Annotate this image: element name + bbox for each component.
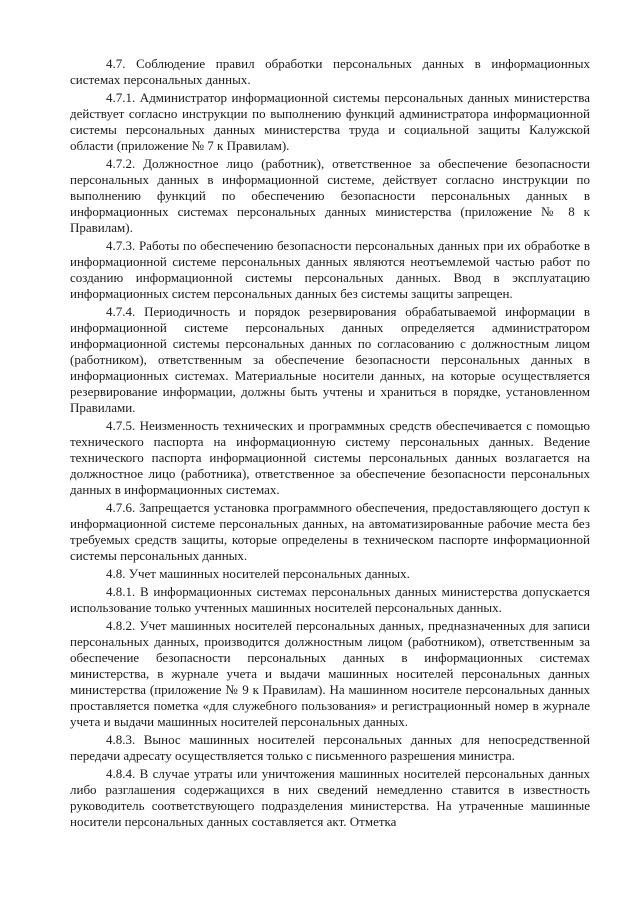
paragraph-4-7-6: 4.7.6. Запрещается установка программного обеспечения, предоставляющего доступ к информационной системе персональных данных, на автоматизированные рабочие места без требуемых средств защиты, которые определены в техническом паспорте информационной системы персональных данных. xyxy=(70,500,590,563)
paragraph-4-7-1: 4.7.1. Администратор информационной системы персональных данных министерства действует согласно инструкции по выполнению функций администратора информационной системы персональных данных министерства труда и социальной защиты Калужской области (приложение № 7 к Правилам). xyxy=(70,90,590,153)
paragraph-4-8-3: 4.8.3. Вынос машинных носителей персональных данных для непосредственной передачи адресату осуществляется только с письменного разрешения министра. xyxy=(70,732,590,763)
paragraph-4-7: 4.7. Соблюдение правил обработки персональных данных в информационных системах персональных данных. xyxy=(70,56,590,87)
paragraph-4-8: 4.8. Учет машинных носителей персональных данных. xyxy=(106,566,410,581)
document-page xyxy=(70,56,590,832)
paragraph-4-8-4: 4.8.4. В случае утраты или уничтожения машинных носителей персональных данных либо разглашения содержащихся в них сведений немедленно ставится в известность руководитель соответствующего подразделения министерства. На утраченные машинные носители персональных данных составляется акт. Отметка xyxy=(70,766,590,829)
paragraph-4-7-2: 4.7.2. Должностное лицо (работник), ответственное за обеспечение безопасности персональных данных в информационной системе, действует согласно инструкции по выполнению функций по обеспечению безопасности персональных данных в информационных системах персональных данных министерства (приложение № 8 к Правилам). xyxy=(70,156,590,235)
paragraph-4-7-4: 4.7.4. Периодичность и порядок резервирования обрабатываемой информации в информационной системе персональных данных определяется администратором информационной системы персональных данных по согласованию с должностным лицом (работником), ответственным за обеспечение безопасности персональных данных в информационных системах. Материальные носители данных, на которые осуществляется резервирование информации, должны быть учтены и храниться в порядке, установленном Правилами. xyxy=(70,304,590,415)
paragraph-4-8-2: 4.8.2. Учет машинных носителей персональных данных, предназначенных для записи персональных данных, производится должностным лицом (работником), ответственным за обеспечение безопасности персональных данных в информационных системах министерства, в журнале учета и выдачи машинных носителей персональных данных министерства (приложение № 9 к Правилам). На машинном носителе персональных данных проставляется пометка «для служебного пользования» и регистрационный номер в журнале учета и выдачи машинных носителей персональных данных. xyxy=(70,618,590,729)
paragraph-4-8-1: 4.8.1. В информационных системах персональных данных министерства допускается использование только учтенных машинных носителей персональных данных. xyxy=(70,584,590,615)
paragraph-4-7-5: 4.7.5. Неизменность технических и программных средств обеспечивается с помощью технического паспорта на информационную систему персональных данных. Ведение технического паспорта информационной системы персональных данных возлагается на должностное лицо (работника), ответственное за обеспечение безопасности персональных данных в информационных системах. xyxy=(70,418,590,497)
paragraph-4-7-3: 4.7.3. Работы по обеспечению безопасности персональных данных при их обработке в информационной системе персональных данных являются неотъемлемой частью работ по созданию информационной системы персональных данных. Ввод в эксплуатацию информационных систем персональных данных без системы защиты запрещен. xyxy=(70,238,590,301)
